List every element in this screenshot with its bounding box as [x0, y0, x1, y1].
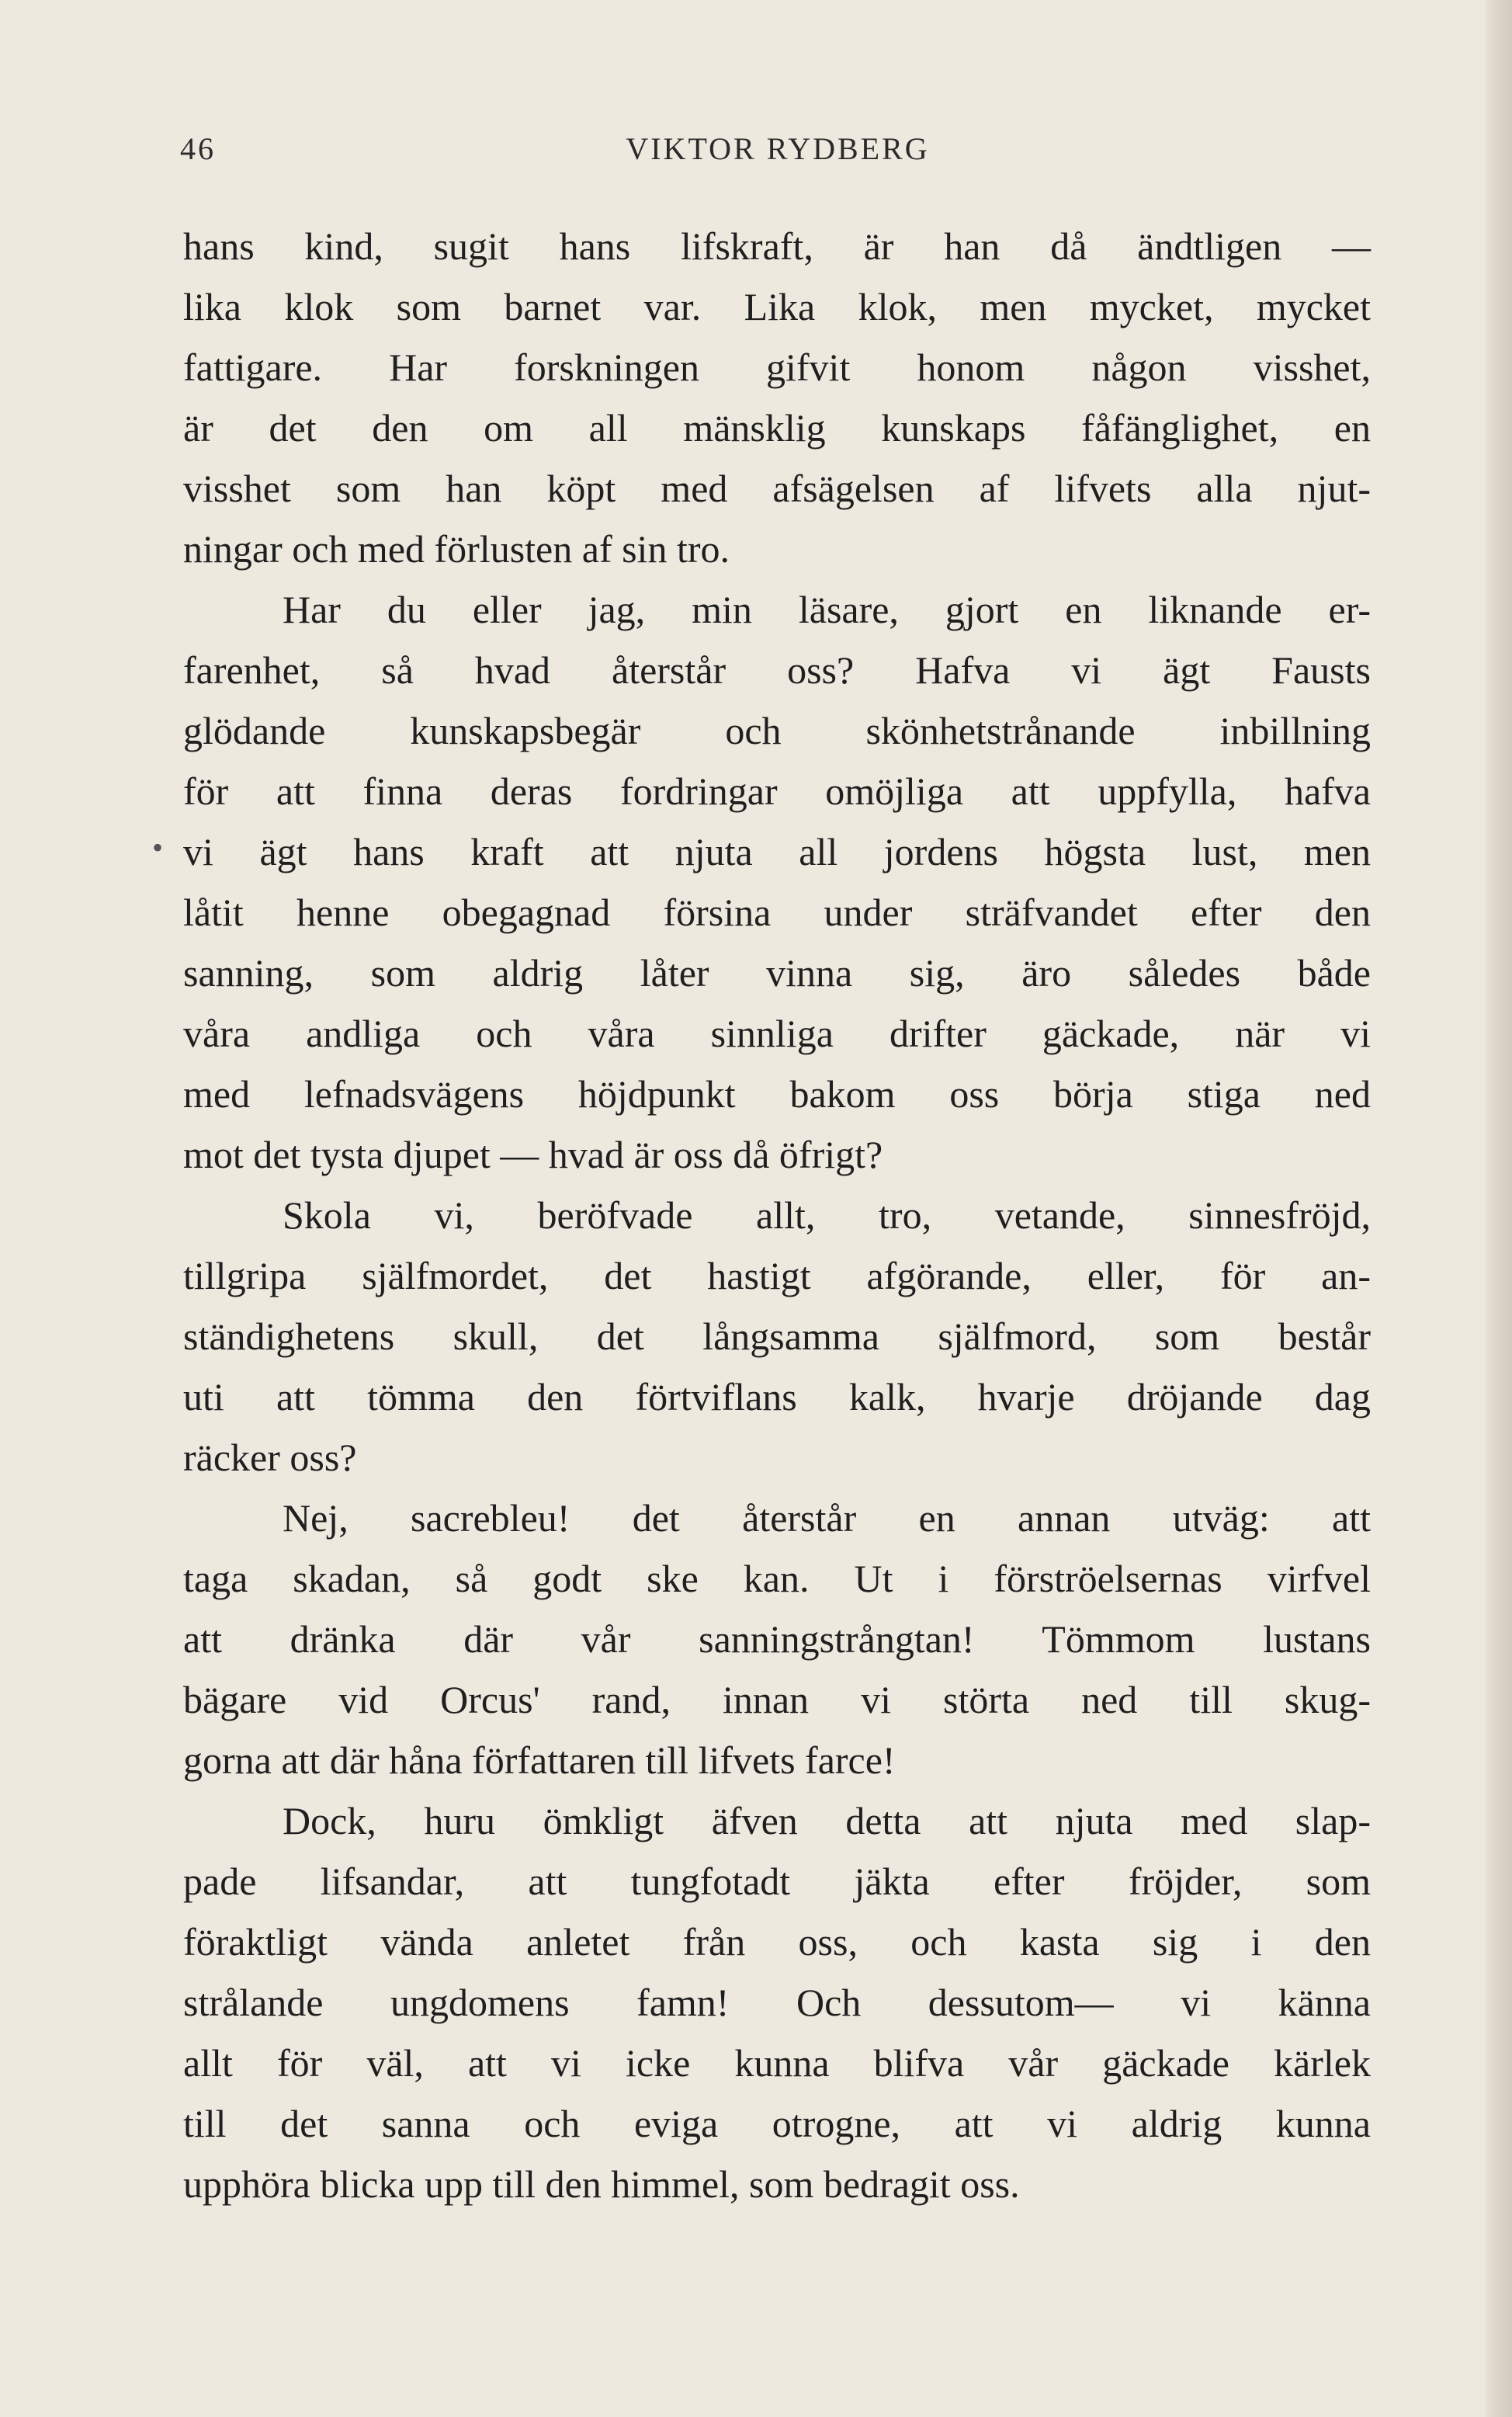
- text-line: räcker oss?: [183, 1436, 357, 1479]
- text-line: ständighetens skull, det långsamma själfmord, som består: [183, 1314, 1371, 1358]
- running-head: [180, 130, 1375, 177]
- text-line: till det sanna och eviga otrogne, att vi aldrig kunna: [183, 2102, 1371, 2145]
- text-line: farenhet, så hvad återstår oss? Hafva vi ägt Fausts: [183, 648, 1371, 692]
- text-line: uti att tömma den förtviflans kalk, hvarje dröjande dag: [183, 1375, 1371, 1419]
- text-line: lika klok som barnet var. Lika klok, men mycket, mycket: [183, 285, 1371, 328]
- margin-mark: •: [152, 830, 164, 865]
- text-line: för att finna deras fordringar omöjliga att uppfylla, hafva: [183, 769, 1371, 813]
- text-line: ningar och med förlusten af sin tro.: [183, 527, 730, 571]
- text-line: strålande ungdomens famn! Och dessutom— vi känna: [183, 1981, 1371, 2024]
- body-text: [183, 216, 1371, 2214]
- text-line: Skola vi, beröfvade allt, tro, vetande, sinnesfröjd,: [283, 1193, 1371, 1237]
- text-line: vi ägt hans kraft att njuta all jordens högsta lust, men: [183, 830, 1371, 873]
- text-line: Har du eller jag, min läsare, gjort en liknande er-: [283, 588, 1371, 631]
- text-line: gorna att där håna författaren till lifvets farce!: [183, 1738, 896, 1782]
- paragraph: [183, 1790, 1371, 2214]
- text-line: att dränka där vår sanningstrångtan! Tömmom lustans: [183, 1617, 1371, 1661]
- paragraph: [183, 1185, 1371, 1488]
- text-line: visshet som han köpt med afsägelsen af lifvets alla njut-: [183, 467, 1371, 510]
- paragraph: [183, 1488, 1371, 1790]
- page-number: 46: [180, 131, 216, 166]
- text-line: mot det tysta djupet — hvad är oss då öfrigt?: [183, 1133, 883, 1176]
- text-line: föraktligt vända anletet från oss, och kasta sig i den: [183, 1920, 1371, 1964]
- text-line: bägare vid Orcus' rand, innan vi störta ned till skug-: [183, 1678, 1371, 1721]
- paragraph: [183, 216, 1371, 579]
- text-line: upphöra blicka upp till den himmel, som bedragit oss.: [183, 2162, 1020, 2206]
- page-edge-shadow: [1486, 0, 1512, 2417]
- running-title: VIKTOR RYDBERG: [626, 131, 930, 166]
- text-line: hans kind, sugit hans lifskraft, är han då ändtligen —: [183, 224, 1371, 268]
- text-line: Nej, sacrebleu! det återstår en annan utväg: att: [283, 1496, 1371, 1540]
- text-line: taga skadan, så godt ske kan. Ut i förströelsernas virfvel: [183, 1557, 1371, 1600]
- text-line: tillgripa själfmordet, det hastigt afgörande, eller, för an-: [183, 1254, 1371, 1297]
- text-line: med lefnadsvägens höjdpunkt bakom oss börja stiga ned: [183, 1072, 1371, 1116]
- paragraph: [183, 579, 1371, 1185]
- text-line: Dock, huru ömkligt äfven detta att njuta med slap-: [283, 1799, 1371, 1842]
- text-line: fattigare. Har forskningen gifvit honom någon visshet,: [183, 346, 1371, 389]
- text-line: glödande kunskapsbegär och skönhetstrånande inbillning: [183, 709, 1371, 752]
- text-line: är det den om all mänsklig kunskaps fåfänglighet, en: [183, 406, 1371, 450]
- text-line: låtit henne obegagnad försina under sträfvandet efter den: [183, 891, 1371, 934]
- text-line: våra andliga och våra sinnliga drifter gäckade, när vi: [183, 1012, 1371, 1055]
- text-line: pade lifsandar, att tungfotadt jäkta efter fröjder, som: [183, 1860, 1371, 1903]
- text-line: allt för väl, att vi icke kunna blifva vår gäckade kärlek: [183, 2041, 1371, 2085]
- text-line: sanning, som aldrig låter vinna sig, äro således både: [183, 951, 1371, 995]
